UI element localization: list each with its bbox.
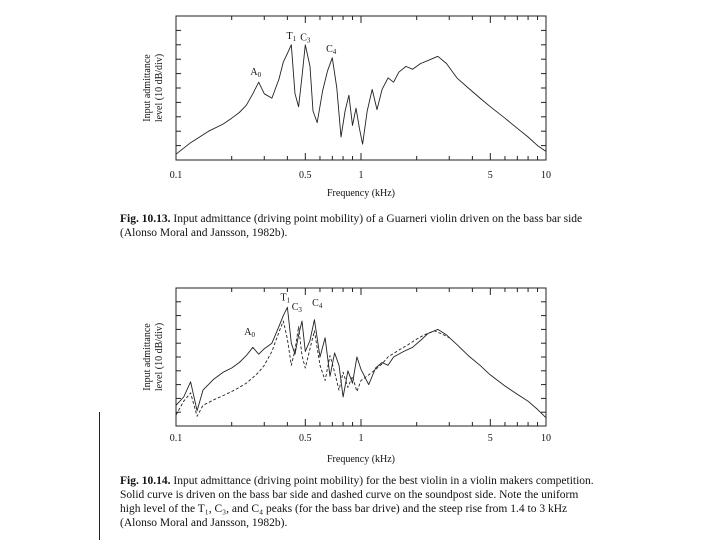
- x-tick-label: 5: [487, 170, 493, 181]
- x-tick-label: 0.1: [169, 170, 183, 181]
- peak-label-subscript: 4: [332, 48, 337, 56]
- figure-caption-10-14: [120, 474, 600, 530]
- x-axis-label: Frequency (kHz): [326, 454, 396, 465]
- peak-label: [326, 44, 337, 56]
- peak-label: [281, 292, 291, 304]
- figure-caption-10-13: [120, 212, 590, 240]
- series-line-dashed: [176, 321, 449, 416]
- peak-label: [312, 298, 323, 310]
- y-axis-label: Input admittance: [142, 54, 153, 122]
- caption-label: Fig. 10.13.: [120, 213, 171, 225]
- peak-label-subscript: 4: [318, 301, 323, 310]
- peak-label-letter: C: [291, 302, 299, 314]
- peak-label-subscript: 1: [286, 296, 291, 305]
- peak-label: [292, 302, 303, 314]
- peak-label-letter: C: [326, 44, 333, 55]
- x-tick-label: 0.1: [169, 433, 183, 444]
- y-axis-label: level (10 dB/div): [154, 53, 165, 123]
- chart-fig-10-13: [142, 16, 551, 199]
- x-tick-label: 1: [358, 433, 364, 444]
- margin-rule: [99, 412, 100, 540]
- x-tick-label: 1: [358, 170, 364, 181]
- x-tick-label: 0.5: [299, 433, 312, 444]
- plot-frame: [176, 288, 546, 426]
- peak-label: [244, 327, 255, 339]
- peak-label-letter: A: [244, 326, 252, 338]
- x-tick-label: 10: [541, 170, 551, 181]
- y-axis-label: Input admittance: [142, 323, 153, 391]
- peak-label-letter: C: [300, 32, 307, 44]
- peak-label-letter: A: [250, 67, 258, 79]
- x-tick-label: 10: [541, 433, 551, 444]
- peak-label-subscript: 0: [257, 71, 262, 80]
- x-tick-label: 0.5: [299, 170, 312, 181]
- series-line-solid: [176, 307, 546, 417]
- peak-label: [286, 31, 296, 43]
- series-line-solid: [176, 45, 546, 154]
- peak-label: [250, 67, 261, 79]
- caption-text: Input admittance (driving point mobility) of a Guarneri violin driven on the bass bar side (Alonso Moral and Jansson, 1982b).: [120, 213, 583, 239]
- peak-label: [300, 32, 311, 44]
- peak-label-letter: T: [286, 31, 293, 43]
- peak-label-subscript: 3: [306, 36, 311, 45]
- peak-label-subscript: 3: [298, 306, 302, 315]
- peak-label-letter: C: [312, 297, 319, 309]
- y-axis-label: level (10 dB/div): [154, 322, 165, 392]
- peak-label-subscript: 1: [292, 35, 297, 44]
- peak-label-subscript: 0: [251, 330, 255, 339]
- x-axis-label: Frequency (kHz): [326, 188, 396, 199]
- peak-label-letter: T: [280, 292, 287, 304]
- x-tick-label: 5: [487, 433, 493, 444]
- chart-fig-10-14: [142, 288, 551, 465]
- caption-text: Input admittance (driving point mobility) for the best violin in a violin makers competition. Solid curve is driven on the bass bar side and dashed curve on the soundpost side. Note the uniform high level of the T₁, C₃, and C₄ peaks (for the bass bar drive) and the steep rise from 1.4 to 3 kHz (Alonso Moral and Jansson, 1982b).: [120, 475, 594, 529]
- caption-label: Fig. 10.14.: [120, 475, 171, 487]
